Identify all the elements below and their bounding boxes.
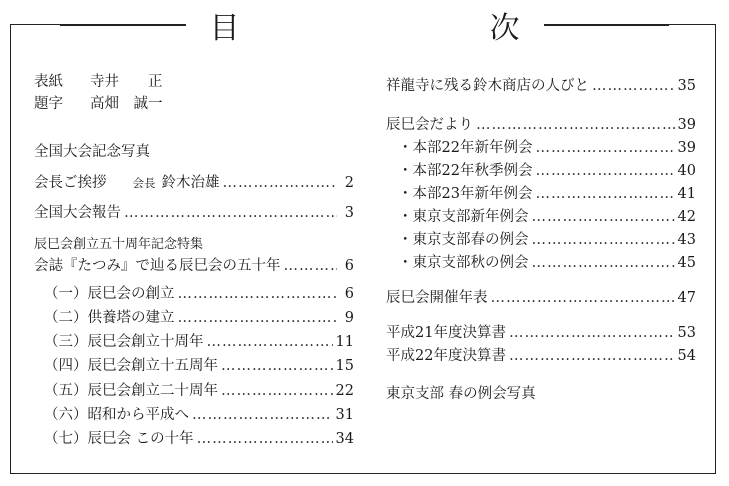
entry-page: 34 (335, 431, 354, 447)
toc-entry[interactable] (34, 201, 354, 223)
toc-entry[interactable] (34, 306, 354, 328)
entry-label: （五）辰巳会創立二十周年 (44, 383, 218, 399)
toc-entry[interactable] (386, 251, 696, 273)
entry-page: 41 (677, 186, 696, 202)
entry-label: 辰巳会だより (386, 117, 473, 133)
toc-entry[interactable] (386, 136, 696, 158)
entry-page: 22 (335, 383, 354, 399)
credit-calligraphy (34, 92, 354, 114)
leader-dots (535, 186, 674, 202)
entry-page: 45 (677, 255, 696, 271)
leader-dots (192, 407, 333, 423)
entry-label: 会誌『たつみ』で辿る辰巳会の五十年 (34, 258, 281, 274)
entry-label: （二）供養塔の建立 (44, 310, 175, 326)
entry-label: ・本部22年新年例会 (398, 140, 533, 156)
leader-dots (223, 175, 338, 191)
entry-label: 全国大会報告 (34, 205, 121, 221)
leader-dots (509, 348, 675, 364)
credit-person: 高畑 誠一 (90, 96, 163, 112)
toc-entry[interactable] (386, 74, 696, 96)
leader-dots (532, 209, 675, 225)
entry-label: 平成21年度決算書 (386, 325, 506, 341)
credit-person: 寺井 正 (90, 74, 163, 90)
entry-label: ・東京支部秋の例会 (398, 255, 529, 271)
entry-label: 全国大会記念写真 (34, 144, 150, 160)
toc-entry[interactable] (386, 321, 696, 343)
leader-dots (476, 117, 675, 133)
entry-label: 平成22年度決算書 (386, 348, 506, 364)
toc-entry[interactable] (386, 344, 696, 366)
leader-dots (124, 205, 337, 221)
entry-label: （三）辰巳会創立十周年 (44, 334, 204, 350)
toc-entry[interactable] (34, 379, 354, 401)
credit-role: 題字 (34, 96, 63, 112)
entry-page: 3 (344, 205, 354, 221)
entry-sub-label: 会長 (132, 176, 156, 190)
entry-page: 54 (677, 348, 696, 364)
title-rule-right (544, 24, 670, 26)
entry-page: 43 (677, 232, 696, 248)
leader-dots (535, 140, 674, 156)
toc-entry[interactable] (34, 403, 354, 425)
leader-dots (491, 290, 675, 306)
entry-page: 6 (344, 286, 354, 302)
toc-entry[interactable] (34, 140, 354, 162)
leader-dots (207, 334, 333, 350)
entry-page: 39 (677, 117, 696, 133)
entry-page: 9 (344, 310, 354, 326)
leader-dots (284, 258, 338, 274)
page-title: 目 次 (186, 3, 654, 47)
entry-label: （一）辰巳会の創立 (44, 286, 175, 302)
entry-page: 42 (677, 209, 696, 225)
toc-header (60, 8, 669, 46)
entry-label: ・本部23年新年例会 (398, 186, 533, 202)
toc-entry[interactable] (34, 354, 354, 376)
entry-label: 辰巳会創立五十周年記念特集 (34, 237, 204, 252)
entry-page: 47 (677, 290, 696, 306)
leader-dots (592, 78, 675, 94)
entry-label: 祥龍寺に残る鈴木商店の人びと (386, 78, 589, 94)
entry-page: 39 (677, 140, 696, 156)
entry-page: 15 (335, 358, 354, 374)
leader-dots (532, 232, 675, 248)
entry-page: 11 (335, 334, 354, 350)
toc-entry[interactable] (386, 182, 696, 204)
entry-page: 2 (344, 175, 354, 191)
leader-dots (509, 325, 675, 341)
leader-dots (178, 310, 338, 326)
toc-entry[interactable] (386, 228, 696, 250)
entry-label: ・東京支部春の例会 (398, 232, 529, 248)
leader-dots (178, 286, 338, 302)
entry-author: 鈴木治雄 (161, 175, 220, 191)
entry-label: 東京支部 春の例会写真 (386, 386, 536, 402)
entry-label: ・東京支部新年例会 (398, 209, 529, 225)
entry-page: 31 (335, 407, 354, 423)
leader-dots (535, 163, 674, 179)
toc-entry[interactable] (34, 330, 354, 352)
entry-label: 辰巳会開催年表 (386, 290, 488, 306)
entry-page: 40 (677, 163, 696, 179)
toc-entry[interactable] (386, 286, 696, 308)
leader-dots (221, 358, 333, 374)
toc-entry[interactable] (386, 205, 696, 227)
entry-page: 35 (677, 78, 696, 94)
toc-entry[interactable] (34, 254, 354, 276)
leader-dots (532, 255, 675, 271)
credit-role: 表紙 (34, 74, 63, 90)
leader-dots (221, 383, 333, 399)
entry-page: 53 (677, 325, 696, 341)
credit-cover (34, 70, 354, 92)
toc-entry[interactable] (386, 382, 696, 404)
toc-entry[interactable] (34, 282, 354, 304)
entry-label: 会長ご挨拶 (34, 175, 107, 191)
leader-dots (197, 431, 333, 447)
entry-label: （四）辰巳会創立十五周年 (44, 358, 218, 374)
entry-label: （六）昭和から平成へ (44, 407, 189, 423)
toc-entry[interactable] (386, 113, 696, 135)
entry-label: ・本部22年秋季例会 (398, 163, 533, 179)
toc-entry[interactable] (386, 159, 696, 181)
toc-section-heading (34, 233, 354, 255)
entry-label: （七）辰巳会 この十年 (44, 431, 194, 447)
toc-entry[interactable] (34, 171, 354, 193)
toc-entry[interactable] (34, 427, 354, 449)
entry-page: 6 (344, 258, 354, 274)
title-rule-left (60, 24, 186, 26)
